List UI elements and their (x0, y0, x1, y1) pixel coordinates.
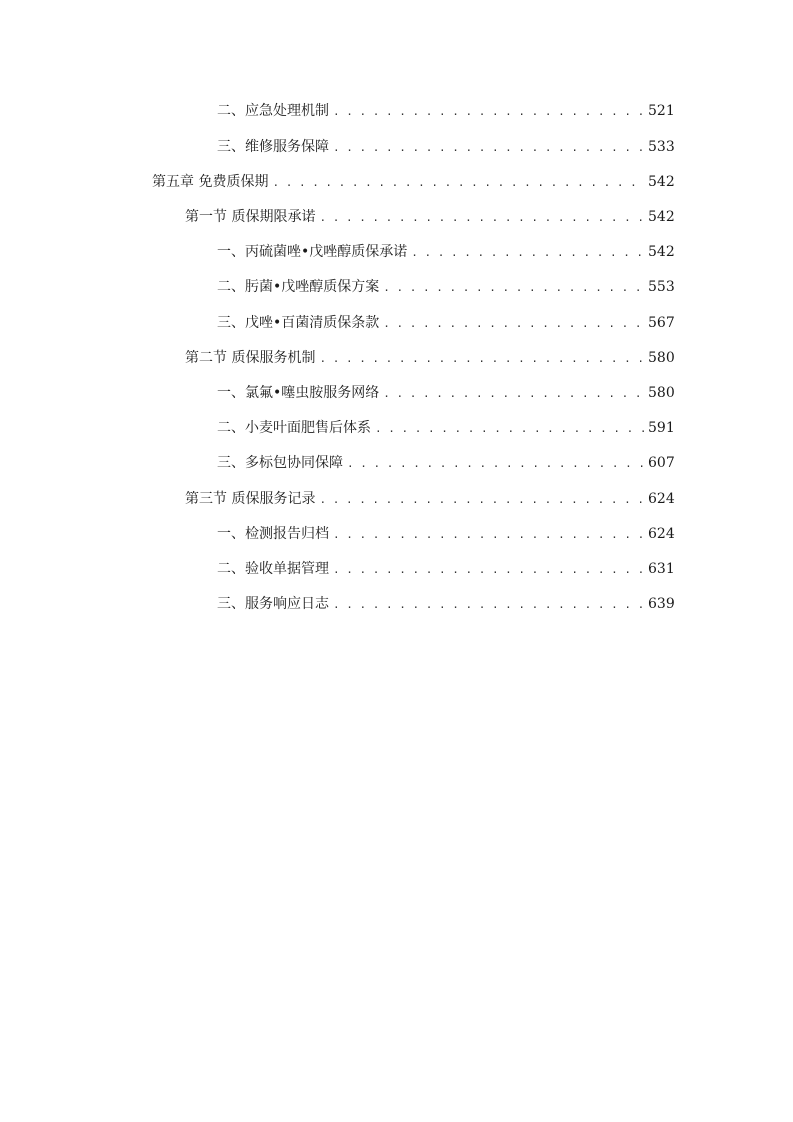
toc-page-number: 521 (648, 103, 675, 119)
toc-item-number: 一、 (217, 244, 245, 260)
toc-dot-leader (375, 417, 644, 440)
toc-page-number: 631 (648, 561, 675, 577)
toc-item-title: 丙硫菌唑•戊唑醇质保承诺 (245, 244, 408, 260)
toc-item-title: 服务响应日志 (245, 596, 329, 612)
toc-dot-leader (383, 382, 644, 405)
toc-chapter-title: 第五章 免费质保期 (152, 174, 269, 190)
toc-item-number: 二、 (217, 103, 245, 119)
toc-dot-leader (347, 452, 644, 475)
toc-page-number: 553 (648, 279, 675, 295)
toc-dot-leader (333, 136, 644, 159)
toc-item-title: 维修服务保障 (245, 139, 329, 155)
toc-dot-leader (272, 171, 644, 194)
toc-item-title: 应急处理机制 (245, 103, 329, 119)
toc-item-number: 三、 (217, 315, 245, 331)
toc-entry[interactable] (217, 523, 674, 545)
toc-item-number: 三、 (217, 455, 245, 471)
toc-page-number: 580 (648, 385, 675, 401)
toc-section-title: 第二节 质保服务机制 (185, 350, 316, 366)
toc-entry[interactable] (217, 593, 674, 615)
toc-dot-leader (333, 100, 644, 123)
toc-page-number: 533 (648, 139, 675, 155)
toc-item-number: 二、 (217, 420, 245, 436)
toc-item-number: 二、 (217, 561, 245, 577)
toc-item-title: 验收单据管理 (245, 561, 329, 577)
toc-page-number: 639 (648, 596, 675, 612)
toc-dot-leader (383, 312, 644, 335)
toc-page-number: 624 (648, 526, 675, 542)
toc-entry[interactable] (217, 382, 674, 404)
toc-page-number: 567 (648, 315, 675, 331)
toc-section-entry[interactable] (185, 206, 674, 228)
toc-item-title: 肟菌•戊唑醇质保方案 (245, 279, 380, 295)
toc-item-title: 多标包协同保障 (245, 455, 343, 471)
toc-section-entry[interactable] (185, 488, 674, 510)
toc-dot-leader (319, 206, 644, 229)
toc-entry[interactable] (217, 558, 674, 580)
toc-page-number: 542 (648, 174, 675, 190)
toc-page-number: 542 (648, 244, 675, 260)
toc-item-title: 氯氟•噻虫胺服务网络 (245, 385, 380, 401)
toc-item-title: 检测报告归档 (245, 526, 329, 542)
toc-chapter-entry[interactable] (152, 171, 674, 193)
toc-page-number: 580 (648, 350, 675, 366)
toc-dot-leader (333, 593, 644, 616)
toc-section-title: 第一节 质保期限承诺 (185, 209, 316, 225)
toc-entry[interactable] (217, 241, 674, 263)
toc-entry[interactable] (217, 452, 674, 474)
toc-item-title: 小麦叶面肥售后体系 (245, 420, 371, 436)
toc-entry[interactable] (217, 136, 674, 158)
toc-dot-leader (383, 276, 644, 299)
toc-dot-leader (319, 488, 644, 511)
toc-dot-leader (333, 523, 644, 546)
toc-dot-leader (411, 241, 644, 264)
toc-section-title: 第三节 质保服务记录 (185, 491, 316, 507)
toc-page-number: 542 (648, 209, 675, 225)
toc-page-number: 624 (648, 491, 675, 507)
toc-dot-leader (333, 558, 644, 581)
toc-entry[interactable] (217, 417, 674, 439)
toc-entry[interactable] (217, 276, 674, 298)
toc-entry[interactable] (217, 100, 674, 122)
toc-item-number: 三、 (217, 139, 245, 155)
toc-item-title: 戊唑•百菌清质保条款 (245, 315, 380, 331)
toc-dot-leader (319, 347, 644, 370)
toc-item-number: 一、 (217, 526, 245, 542)
toc-page-number: 591 (648, 420, 675, 436)
toc-item-number: 二、 (217, 279, 245, 295)
toc-item-number: 一、 (217, 385, 245, 401)
toc-section-entry[interactable] (185, 347, 674, 369)
toc-page-number: 607 (648, 455, 675, 471)
toc-item-number: 三、 (217, 596, 245, 612)
toc-entry[interactable] (217, 312, 674, 334)
